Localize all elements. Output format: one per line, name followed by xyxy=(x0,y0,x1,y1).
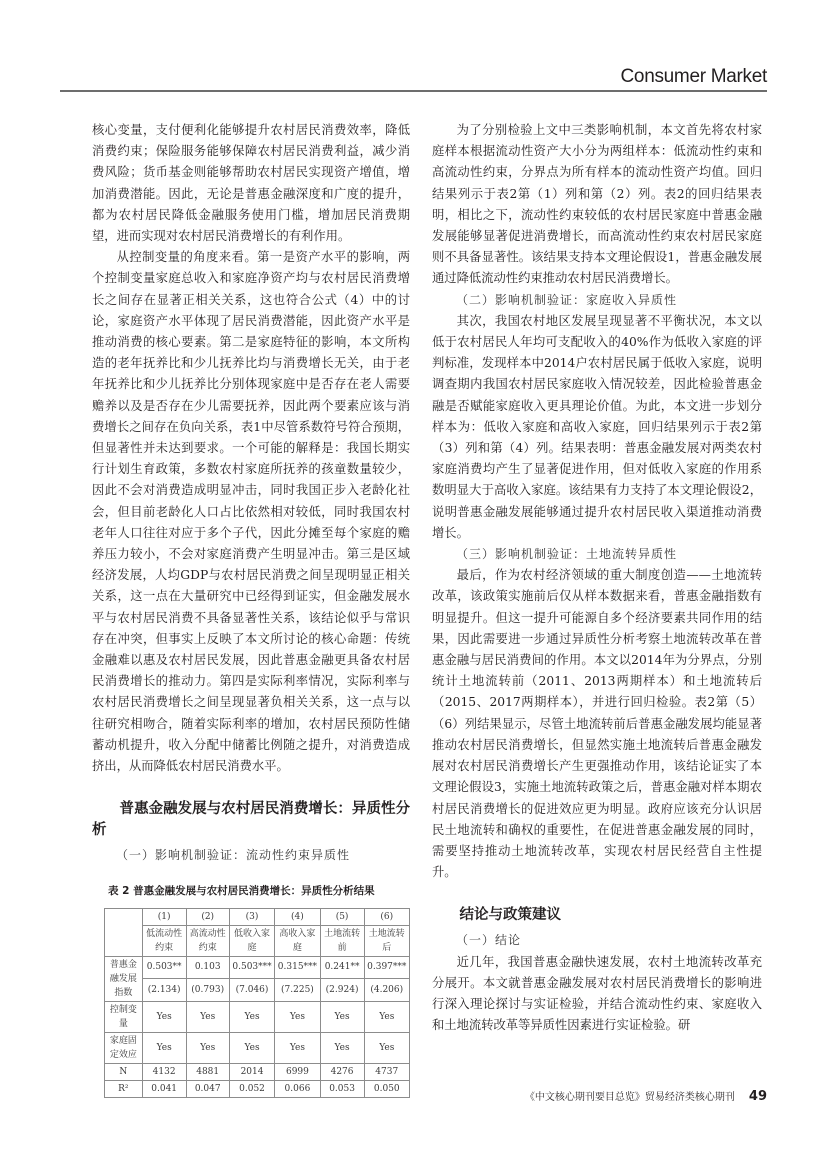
paragraph: 最后，作为农村经济领域的重大制度创造——土地流转改革，该政策实施前后仅从样本数据来看，普惠金融指数有明显提升。但这一提升可能源自多个经济要素共同作用的结果，因此需要进一步通过异质性分析考察土地流转改革在普惠金融与居民消费间的作用。本文以2014年为分界点，分别统计土地流转前（2011、2013两期样本）和土地流转后（2015、2017两期样本），并进行回归检验。表2第（5）（6）列结果显示，尽管土地流转前后普惠金融发展均能显著推动农村居民消费增长，但显然实施土地流转后普惠金融发展对农村居民消费增长产生更强推动作用，该结论证实了本文理论假设3，实施土地流转政策之后，普惠金融对样本期农村居民消费增长的促进效应更为明显。政府应该充分认识居民土地流转和确权的重要性，在促进普惠金融发展的同时，需要坚持推动土地流转改革，实现农村居民经营自主性提升。 xyxy=(432,568,762,880)
table-cell: 2014 xyxy=(229,1063,274,1080)
page-number: 49 xyxy=(748,1089,767,1104)
table-row xyxy=(105,1063,410,1080)
table-header-row xyxy=(105,908,410,925)
table-cell: 0.047 xyxy=(186,1080,229,1097)
section-heading: 普惠金融发展与农村居民消费增长：异质性分析 xyxy=(92,801,410,839)
subsection-heading: （二）影响机制验证：家庭收入异质性 xyxy=(456,292,678,307)
table-row xyxy=(105,979,410,1002)
table-cell: 0.397*** xyxy=(364,956,409,979)
col-number: (2) xyxy=(186,908,229,925)
table-cell: 0.050 xyxy=(364,1080,409,1097)
page-footer xyxy=(0,1088,767,1104)
table-cell: 4737 xyxy=(364,1063,409,1080)
table-cell: Yes xyxy=(275,1032,320,1063)
journal-section-title: Consumer Market xyxy=(620,66,767,87)
table-cell: (2.134) xyxy=(142,979,186,1002)
col-number: (1) xyxy=(142,908,186,925)
table-cell: 0.241** xyxy=(320,956,364,979)
col-label: 高收入家庭 xyxy=(275,925,320,956)
paragraph: 为了分别检验上文中三类影响机制，本文首先将农村家庭样本根据流动性资产大小分为两组样本：低流动性约束和高流动性约束，分界点为所有样本的流动性资产均值。回归结果列示于表2第（1）列和第（2）列。表2的回归结果表明，相比之下，流动性约束较低的农村居民家庭中普惠金融发展能够显著促进消费增长，而高流动性约束农村居民家庭则不具备显著性。该结果支持本文理论假设1，普惠金融发展通过降低流动性约束推动农村居民消费增长。 xyxy=(432,123,762,286)
table-cell: 0.041 xyxy=(142,1080,186,1097)
table-cell: Yes xyxy=(364,1032,409,1063)
col-label: 土地流转后 xyxy=(364,925,409,956)
table-cell: 0.315*** xyxy=(275,956,320,979)
table-corner-cell xyxy=(105,908,143,956)
paragraph: 核心变量，支付便利化能够提升农村居民消费效率，降低消费约束；保险服务能够保障农村居民消费利益，减少消费风险；货币基金则能够帮助农村居民实现资产增值，增加消费潜能。因此，无论是普惠金融深度和广度的提升，都为农村居民降低金融服务使用门槛，增加居民消费期望，进而实现对农村居民消费增长的有利作用。 xyxy=(92,123,410,244)
col-label: 低收入家庭 xyxy=(229,925,274,956)
col-label: 高流动性约束 xyxy=(186,925,229,956)
header-rule xyxy=(60,90,767,92)
table-cell: Yes xyxy=(229,1032,274,1063)
left-column xyxy=(92,120,410,1098)
col-number: (4) xyxy=(275,908,320,925)
right-column xyxy=(432,120,762,1036)
table-header-row xyxy=(105,925,410,956)
table-cell: 0.103 xyxy=(186,956,229,979)
paragraph: 从控制变量的角度来看。第一是资产水平的影响，两个控制变量家庭总收入和家庭净资产均与农村居民消费增长之间存在显著正相关关系，这也符合公式（4）中的讨论，家庭资产水平体现了居民消费潜能，因此资产水平是推动消费的核心要素。第二是家庭特征的影响，本文所构造的老年抚养比和少儿抚养比均与消费增长无关，由于老年抚养比和少儿抚养比分别体现家庭中是否存在老人需要赡养以及是否存在少儿需要抚养，因此两个要素应该与消费增长之间存在负向关系，表1中尽管系数符号符合预期，但显著性并未达到要求。一个可能的解释是：我国长期实行计划生育政策，多数农村家庭所抚养的孩童数量较少，因此不会对消费造成明显冲击，同时我国正步入老龄化社会，但目前老龄化人口占比依然相对较低，同时我国农村老年人口往往对应于多个子代，因此分摊至每个家庭的赡养压力较小，不会对家庭消费产生明显冲击。第三是区域经济发展，人均GDP与农村居民消费之间呈现明显正相关关系，这一点在大量研究中已经得到证实，但金融发展水平与农村居民消费不具备显著性关系，该结论似乎与常识存在冲突，但事实上反映了本文所讨论的核心命题：传统金融难以惠及农村居民发展，因此普惠金融更具备农村居民消费增长的推动力。第四是实际利率情况，实际利率与农村居民消费增长之间呈现显著负相关关系，这一点与以往研究相吻合，随着实际利率的增加，农村居民预防性储蓄动机提升，收入分配中储蓄比例随之提升，对消费造成挤出，从而降低农村居民消费水平。 xyxy=(92,250,410,774)
table-cell: 6999 xyxy=(275,1063,320,1080)
results-table xyxy=(104,908,410,1098)
table-cell: 4276 xyxy=(320,1063,364,1080)
paragraph: 其次，我国农村地区发展呈现显著不平衡状况，本文以低于农村居民人年均可支配收入的40%作为低收入家庭的评判标准，发现样本中2014户农村居民属于低收入家庭，说明调查期内我国农村居民家庭收入情况较差，因此检验普惠金融是否赋能家庭收入更具理论价值。为此，本文进一步划分样本为：低收入家庭和高收入家庭，回归结果列示于表2第（3）列和第（4）列。结果表明：普惠金融发展对两类农村家庭消费均产生了显著促进作用，但对低收入家庭的作用系数明显大于高收入家庭。该结果有力支持了本文理论假设2，说明普惠金融发展能够通过提升农村居民收入渠道推动消费增长。 xyxy=(432,313,762,540)
subsection-heading: （三）影响机制验证：土地流转异质性 xyxy=(456,547,678,562)
table-cell: (7.225) xyxy=(275,979,320,1002)
row-label: N xyxy=(105,1063,143,1080)
table-cell: Yes xyxy=(186,1032,229,1063)
table-cell: Yes xyxy=(186,1001,229,1032)
table-cell: Yes xyxy=(142,1001,186,1032)
table-cell: 0.053 xyxy=(320,1080,364,1097)
table-cell: 0.052 xyxy=(229,1080,274,1097)
row-label: R² xyxy=(105,1080,143,1097)
table-cell: 4132 xyxy=(142,1063,186,1080)
table-cell: (4.206) xyxy=(364,979,409,1002)
subsection-heading: （一）影响机制验证：流动性约束异质性 xyxy=(116,848,351,863)
table-caption: 表 2 普惠金融发展与农村居民消费增长：异质性分析结果 xyxy=(108,884,375,897)
col-number: (5) xyxy=(320,908,364,925)
table-row xyxy=(105,1032,410,1063)
table-cell: Yes xyxy=(275,1001,320,1032)
table-cell: Yes xyxy=(229,1001,274,1032)
table-cell: Yes xyxy=(142,1032,186,1063)
table-cell: 0.503** xyxy=(142,956,186,979)
table-cell: 4881 xyxy=(186,1063,229,1080)
table-row xyxy=(105,1001,410,1032)
table-cell: Yes xyxy=(320,1001,364,1032)
section-heading: 结论与政策建议 xyxy=(459,907,562,924)
table-cell: Yes xyxy=(364,1001,409,1032)
table-cell: (7.046) xyxy=(229,979,274,1002)
col-label: 土地流转前 xyxy=(320,925,364,956)
subsection-heading: （一）结论 xyxy=(456,933,522,948)
row-label: 普惠金融发展指数 xyxy=(105,956,143,1001)
row-label: 控制变量 xyxy=(105,1001,143,1032)
table-cell: (2.924) xyxy=(320,979,364,1002)
table-cell: 0.066 xyxy=(275,1080,320,1097)
col-number: (3) xyxy=(229,908,274,925)
journal-name: 《中文核心期刊要目总览》贸易经济类核心期刊 xyxy=(524,1092,735,1103)
table-cell: Yes xyxy=(320,1032,364,1063)
col-label: 低流动性约束 xyxy=(142,925,186,956)
row-label: 家庭固定效应 xyxy=(105,1032,143,1063)
table-cell: (0.793) xyxy=(186,979,229,1002)
paragraph: 近几年，我国普惠金融快速发展，农村土地流转改革充分展开。本文就普惠金融发展对农村居民消费增长的影响进行深入理论探讨与实证检验，并结合流动性约束、家庭收入和土地流转改革等异质性因素进行实证检验。研 xyxy=(432,954,762,1033)
table-row xyxy=(105,956,410,979)
table-cell: 0.503*** xyxy=(229,956,274,979)
col-number: (6) xyxy=(364,908,409,925)
